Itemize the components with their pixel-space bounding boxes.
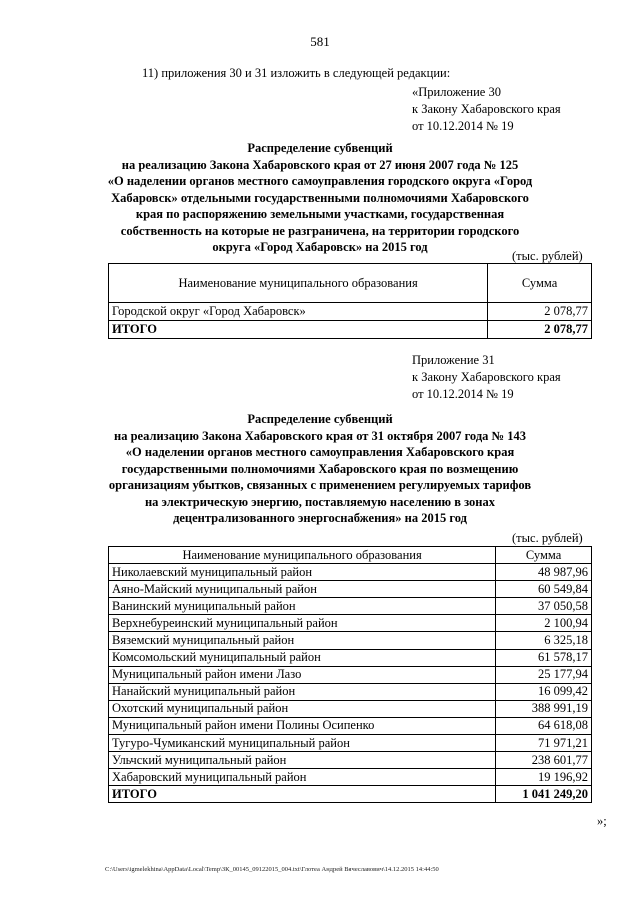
row-sum: 6 325,18 (496, 632, 592, 649)
column-header-sum: Сумма (488, 264, 592, 303)
column-header-name: Наименование муниципального образования (109, 547, 496, 564)
table-row (109, 735, 592, 752)
table-header-row (109, 547, 592, 564)
table-row (109, 649, 592, 666)
table-row (109, 303, 592, 321)
row-sum: 2 100,94 (496, 615, 592, 632)
column-header-sum: Сумма (496, 547, 592, 564)
appendix-31-line2: к Закону Хабаровского края (412, 370, 561, 384)
row-name: Комсомольский муниципальный район (109, 649, 496, 666)
total-row (109, 786, 592, 803)
title-line: края по распоряжению земельными участками, государственная (135, 207, 505, 221)
appendix-31-header (412, 352, 561, 403)
row-name: Верхнебуреинский муниципальный район (109, 615, 496, 632)
appendix-30-header (412, 84, 561, 135)
appendix-30-title (100, 140, 540, 256)
table-row (109, 700, 592, 717)
row-sum: 2 078,77 (488, 303, 592, 321)
intro-text: 11) приложения 30 и 31 изложить в следующей редакции: (142, 66, 451, 80)
total-row (109, 321, 592, 339)
subventions-table-31 (108, 546, 592, 803)
total-label: ИТОГО (109, 321, 488, 339)
footer-file-path: C:\Users\igmelekhina\AppData\Local\Temp\ЗК_00145_09122015_004.txt\Глотеа Андрей Вячеславович\14.12.2015 14:44:50 (105, 866, 439, 873)
title-line: Распределение субвенций (247, 141, 393, 155)
title-line: Распределение субвенций (247, 412, 393, 426)
subventions-table-30 (108, 263, 592, 339)
row-name: Вяземский муниципальный район (109, 632, 496, 649)
row-sum: 60 549,84 (496, 581, 592, 598)
table-row (109, 666, 592, 683)
row-sum: 64 618,08 (496, 717, 592, 734)
table-row (109, 581, 592, 598)
table-row (109, 683, 592, 700)
row-sum: 48 987,96 (496, 564, 592, 581)
closing-quote-mark: »; (597, 814, 607, 828)
row-sum: 37 050,58 (496, 598, 592, 615)
table-row (109, 564, 592, 581)
row-name: Тугуро-Чумиканский муниципальный район (109, 735, 496, 752)
row-name: Охотский муниципальный район (109, 700, 496, 717)
appendix-31-line1: Приложение 31 (412, 353, 495, 367)
row-name: Аяно-Майский муниципальный район (109, 581, 496, 598)
table-row (109, 632, 592, 649)
table-row (109, 769, 592, 786)
appendix-31-line3: от 10.12.2014 № 19 (412, 387, 514, 401)
row-sum: 238 601,77 (496, 752, 592, 769)
total-label: ИТОГО (109, 786, 496, 803)
row-name: Муниципальный район имени Лазо (109, 666, 496, 683)
row-sum: 16 099,42 (496, 683, 592, 700)
row-name: Николаевский муниципальный район (109, 564, 496, 581)
title-line: на электрическую энергию, поставляемую населению в зонах (144, 494, 495, 509)
row-sum: 388 991,19 (496, 700, 592, 717)
title-line: собственность на которые не разграничена, на территории городского (120, 223, 520, 238)
page-number: 581 (310, 34, 330, 49)
appendix-30-line3: от 10.12.2014 № 19 (412, 119, 514, 133)
row-sum: 25 177,94 (496, 666, 592, 683)
total-sum: 1 041 249,20 (496, 786, 592, 803)
title-line: на реализацию Закона Хабаровского края от 31 октября 2007 года № 143 (114, 428, 526, 443)
title-line: децентрализованного энергоснабжения» на 2015 год (173, 511, 467, 525)
title-line: организациям убытков, связанных с применением регулируемых тарифов (108, 478, 532, 492)
table-row (109, 717, 592, 734)
title-line: Хабаровск» отдельными государственными полномочиями Хабаровского (111, 190, 529, 205)
table-row (109, 615, 592, 632)
row-name: Ванинский муниципальный район (109, 598, 496, 615)
row-sum: 19 196,92 (496, 769, 592, 786)
row-name: Нанайский муниципальный район (109, 683, 496, 700)
title-line: на реализацию Закона Хабаровского края от 27 июня 2007 года № 125 (121, 157, 519, 172)
table-row (109, 598, 592, 615)
row-sum: 71 971,21 (496, 735, 592, 752)
row-name: Муниципальный район имени Полины Осипенко (109, 717, 496, 734)
title-line: «О наделении органов местного самоуправления городского округа «Город (107, 174, 533, 188)
row-sum: 61 578,17 (496, 649, 592, 666)
units-label-31: (тыс. рублей) (512, 531, 583, 545)
table-row (109, 752, 592, 769)
row-name: Хабаровский муниципальный район (109, 769, 496, 786)
title-line: «О наделении органов местного самоуправления Хабаровского края (125, 445, 515, 459)
title-line: государственными полномочиями Хабаровского края по возмещению (121, 461, 519, 476)
units-label-30: (тыс. рублей) (512, 249, 583, 263)
appendix-30-line2: к Закону Хабаровского края (412, 102, 561, 116)
appendix-30-line1: «Приложение 30 (412, 85, 501, 99)
appendix-31-title (100, 411, 540, 527)
row-name: Ульчский муниципальный район (109, 752, 496, 769)
total-sum: 2 078,77 (488, 321, 592, 339)
row-name: Городской округ «Город Хабаровск» (109, 303, 488, 321)
title-line: округа «Город Хабаровск» на 2015 год (212, 240, 428, 254)
column-header-name: Наименование муниципального образования (109, 264, 488, 303)
table-header-row (109, 264, 592, 303)
